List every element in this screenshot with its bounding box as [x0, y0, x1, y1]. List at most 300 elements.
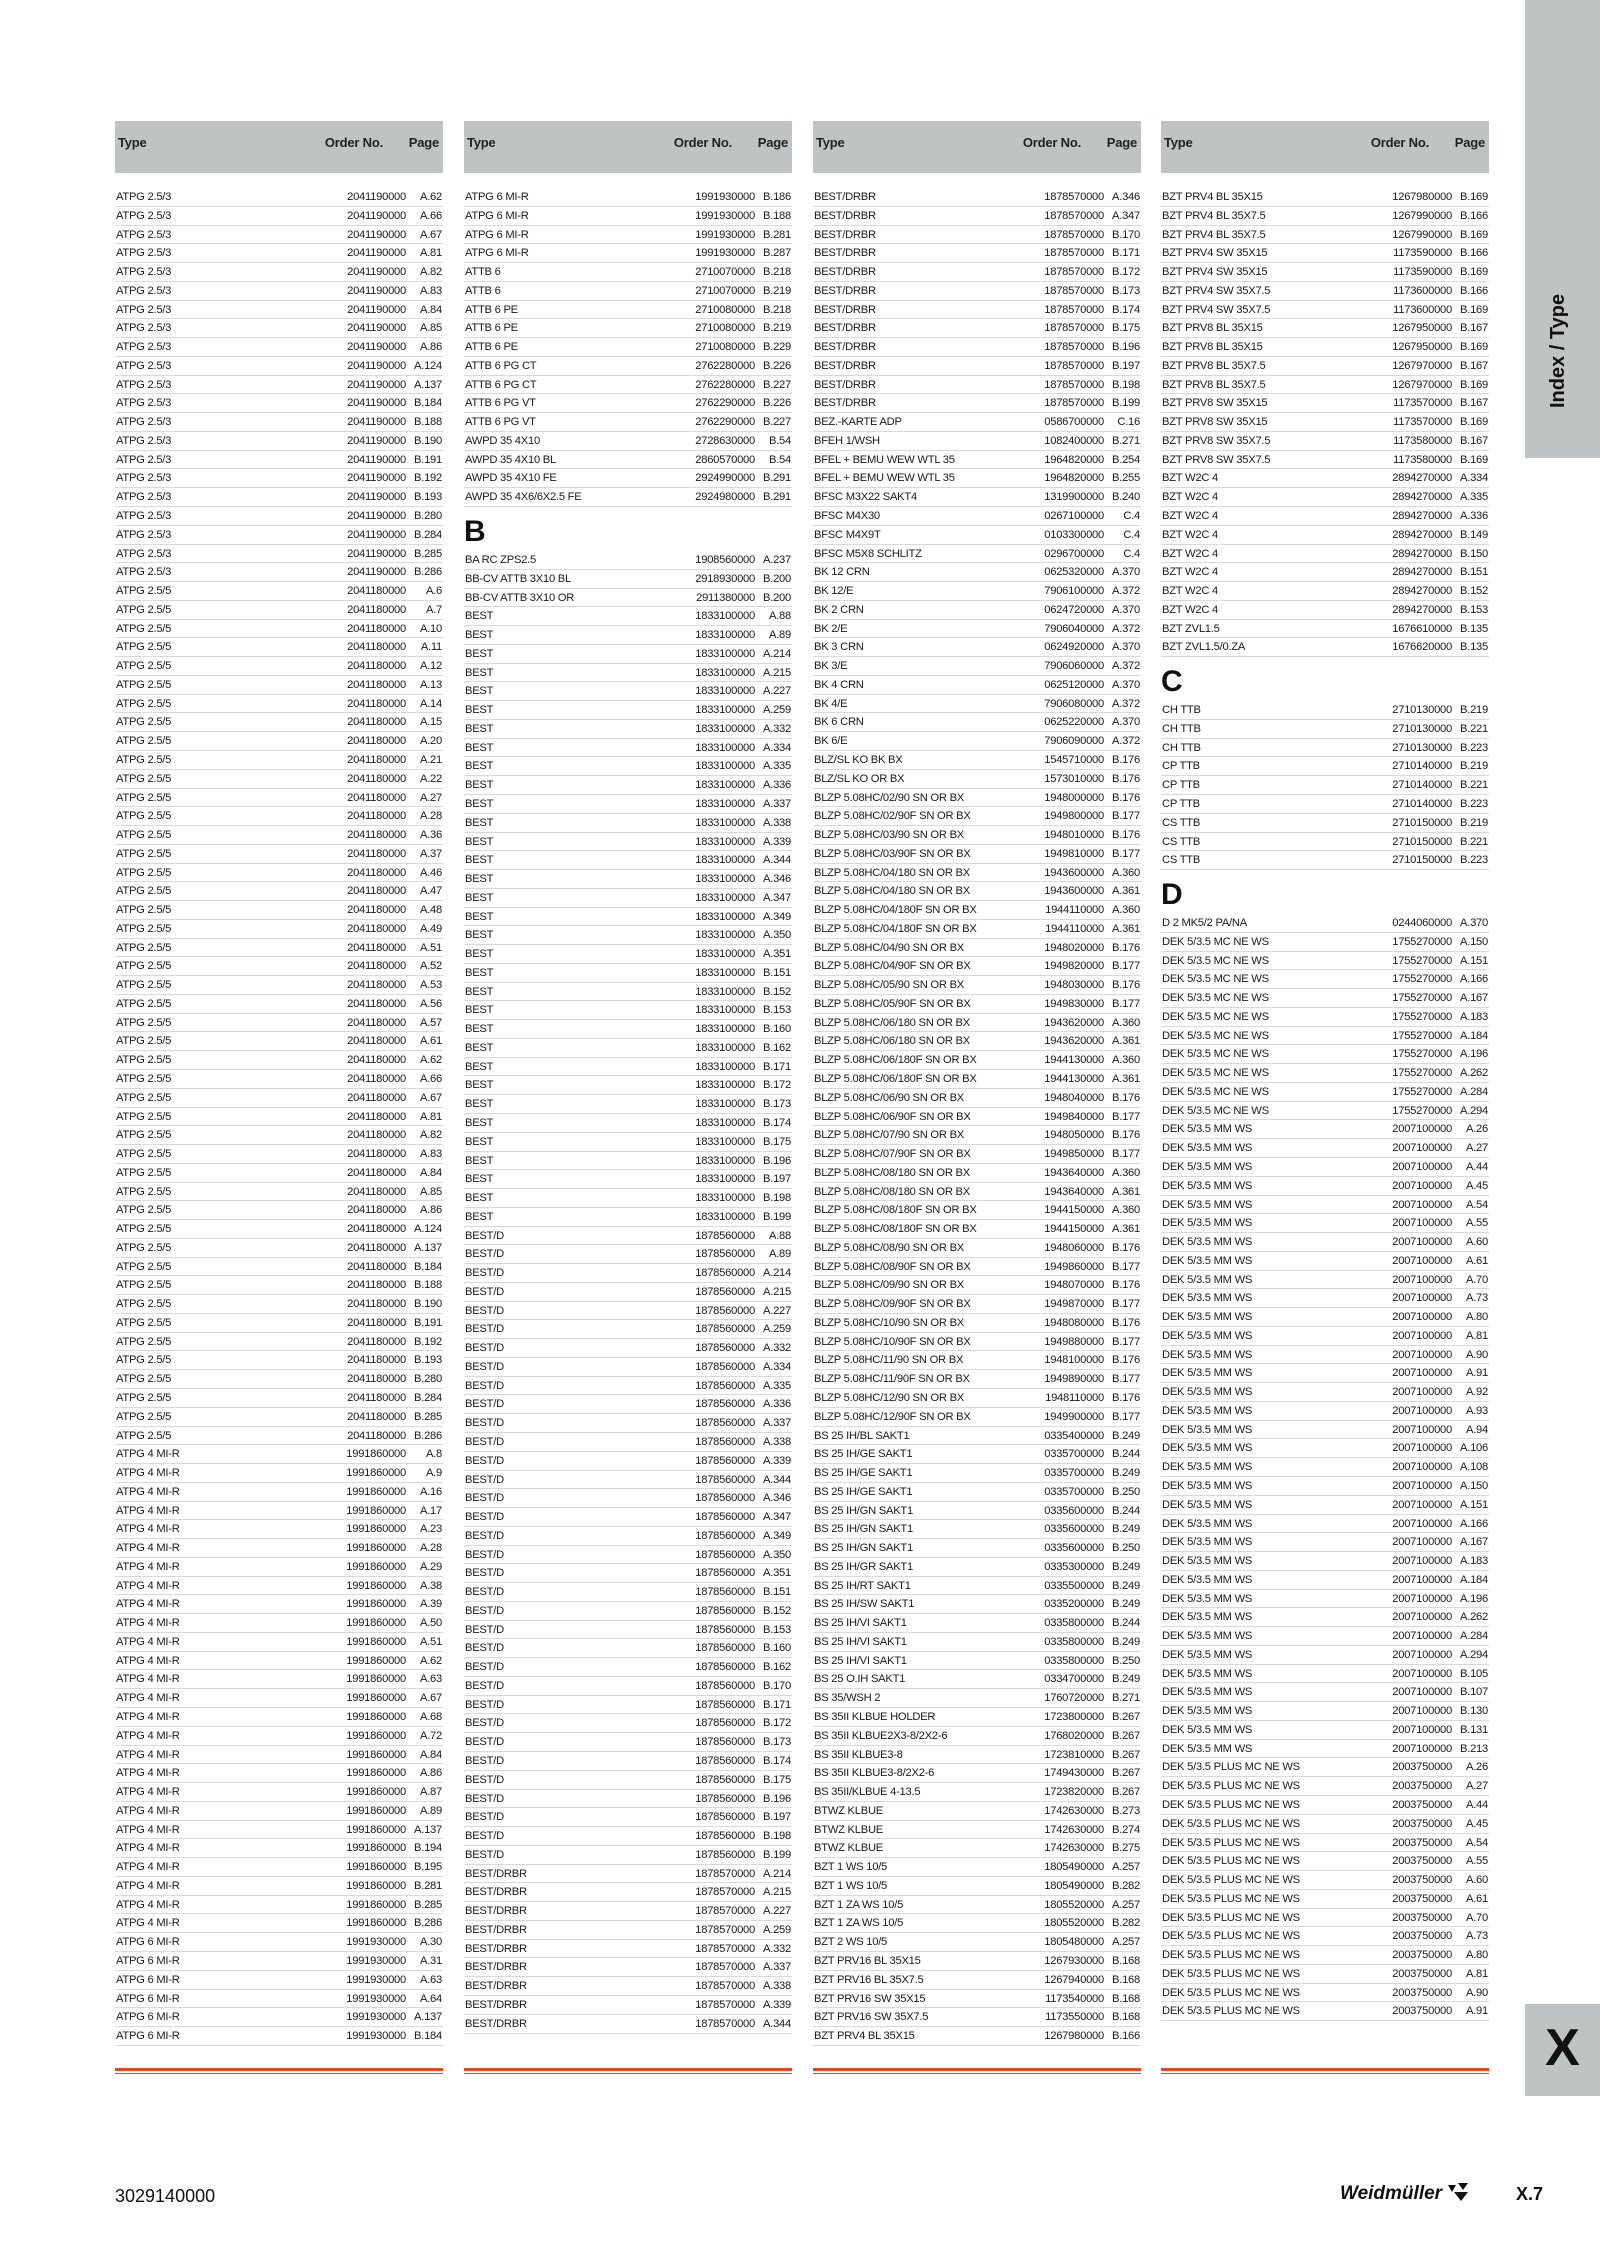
- page-ref-link[interactable]: A.72: [419, 1729, 442, 1742]
- page-ref-link[interactable]: A.338: [763, 816, 791, 829]
- page-ref-link[interactable]: B.151: [763, 1586, 791, 1599]
- page-ref-link[interactable]: B.175: [763, 1773, 791, 1786]
- page-ref-link[interactable]: B.219: [1460, 760, 1488, 773]
- page-ref-link[interactable]: A.227: [763, 685, 791, 698]
- page-ref-link[interactable]: B.191: [414, 1316, 442, 1329]
- page-ref-link[interactable]: B.162: [763, 1661, 791, 1674]
- page-ref-link[interactable]: B.173: [1112, 284, 1140, 297]
- page-ref-link[interactable]: B.196: [763, 1154, 791, 1167]
- page-ref-link[interactable]: A.82: [419, 1129, 442, 1142]
- page-ref-link[interactable]: A.346: [763, 1492, 791, 1505]
- page-ref-link[interactable]: B.171: [763, 1698, 791, 1711]
- page-ref-link[interactable]: B.249: [1112, 1560, 1140, 1573]
- page-ref-link[interactable]: B.184: [414, 397, 442, 410]
- page-ref-link[interactable]: B.221: [1460, 835, 1488, 848]
- page-ref-link[interactable]: A.351: [763, 1567, 791, 1580]
- page-ref-link[interactable]: A.370: [1112, 603, 1140, 616]
- page-ref-link[interactable]: A.214: [763, 1867, 791, 1880]
- page-ref-link[interactable]: A.45: [1465, 1179, 1488, 1192]
- page-ref-link[interactable]: B.174: [763, 1116, 791, 1129]
- page-ref-link[interactable]: B.131: [1460, 1723, 1488, 1736]
- page-ref-link[interactable]: B.284: [414, 1392, 442, 1404]
- page-ref-link[interactable]: A.372: [1112, 735, 1140, 748]
- page-ref-link[interactable]: C.4: [1123, 547, 1140, 560]
- page-ref-link[interactable]: A.370: [1460, 917, 1488, 930]
- page-ref-link[interactable]: A.360: [1112, 904, 1140, 917]
- page-ref-link[interactable]: A.370: [1112, 566, 1140, 579]
- page-ref-link[interactable]: A.167: [1460, 1536, 1488, 1549]
- page-ref-link[interactable]: B.218: [763, 266, 791, 279]
- page-ref-link[interactable]: A.183: [1460, 1010, 1488, 1023]
- page-ref-link[interactable]: B.167: [1460, 359, 1488, 372]
- page-ref-link[interactable]: A.214: [763, 647, 791, 660]
- page-ref-link[interactable]: A.214: [763, 1267, 791, 1280]
- page-ref-link[interactable]: B.169: [1460, 303, 1488, 316]
- page-ref-link[interactable]: B.281: [414, 1879, 442, 1892]
- page-ref-link[interactable]: B.291: [763, 472, 791, 485]
- page-ref-link[interactable]: B.176: [1112, 1316, 1140, 1329]
- page-ref-link[interactable]: B.199: [763, 1848, 791, 1861]
- page-ref-link[interactable]: B.221: [1460, 779, 1488, 792]
- page-ref-link[interactable]: A.339: [763, 1998, 791, 2011]
- page-ref-link[interactable]: A.81: [419, 1110, 442, 1123]
- page-ref-link[interactable]: B.271: [1112, 1692, 1140, 1705]
- page-ref-link[interactable]: A.151: [1460, 954, 1488, 967]
- page-ref-link[interactable]: A.372: [1112, 585, 1140, 598]
- page-ref-link[interactable]: B.177: [1112, 1335, 1140, 1348]
- page-ref-link[interactable]: A.38: [419, 1579, 442, 1592]
- page-ref-link[interactable]: A.26: [1465, 1761, 1488, 1774]
- page-ref-link[interactable]: B.172: [763, 1717, 791, 1730]
- page-ref-link[interactable]: A.51: [419, 941, 442, 954]
- page-ref-link[interactable]: A.67: [419, 1692, 442, 1705]
- page-ref-link[interactable]: A.86: [419, 1767, 442, 1780]
- page-ref-link[interactable]: B.197: [763, 1811, 791, 1824]
- section-x-tab[interactable]: [1525, 2004, 1600, 2096]
- page-ref-link[interactable]: B.177: [1112, 1260, 1140, 1273]
- page-ref-link[interactable]: A.335: [763, 1379, 791, 1392]
- page-ref-link[interactable]: B.188: [414, 1279, 442, 1292]
- page-ref-link[interactable]: A.44: [1465, 1160, 1488, 1173]
- page-ref-link[interactable]: B.249: [1112, 1429, 1140, 1442]
- page-ref-link[interactable]: B.197: [1112, 359, 1140, 372]
- page-ref-link[interactable]: B.197: [763, 1173, 791, 1186]
- page-ref-link[interactable]: B.173: [763, 1098, 791, 1111]
- page-ref-link[interactable]: B.285: [414, 1898, 442, 1911]
- page-ref-link[interactable]: A.284: [1460, 1630, 1488, 1643]
- page-ref-link[interactable]: A.26: [1465, 1123, 1488, 1136]
- page-ref-link[interactable]: A.332: [763, 722, 791, 735]
- page-ref-link[interactable]: A.67: [419, 228, 442, 241]
- page-ref-link[interactable]: B.169: [1460, 453, 1488, 466]
- page-ref-link[interactable]: A.28: [419, 810, 442, 823]
- page-ref-link[interactable]: B.226: [763, 397, 791, 410]
- page-ref-link[interactable]: A.237: [763, 554, 791, 567]
- page-ref-link[interactable]: A.81: [419, 247, 442, 260]
- page-ref-link[interactable]: B.184: [414, 1260, 442, 1273]
- page-ref-link[interactable]: B.151: [1460, 566, 1488, 579]
- page-ref-link[interactable]: B.152: [763, 985, 791, 998]
- page-ref-link[interactable]: B.196: [1112, 341, 1140, 354]
- page-ref-link[interactable]: B.169: [1460, 341, 1488, 354]
- page-ref-link[interactable]: B.284: [414, 528, 442, 541]
- page-ref-link[interactable]: B.176: [1112, 772, 1140, 785]
- page-ref-link[interactable]: A.336: [1460, 510, 1488, 523]
- page-ref-link[interactable]: A.137: [414, 2011, 442, 2024]
- page-ref-link[interactable]: A.80: [1465, 1311, 1488, 1324]
- page-ref-link[interactable]: B.190: [414, 1298, 442, 1311]
- page-ref-link[interactable]: B.177: [1112, 1110, 1140, 1123]
- page-ref-link[interactable]: B.176: [1112, 1241, 1140, 1254]
- page-ref-link[interactable]: B.167: [1460, 434, 1488, 447]
- page-ref-link[interactable]: B.176: [1112, 829, 1140, 842]
- page-ref-link[interactable]: B.176: [1112, 979, 1140, 992]
- page-ref-link[interactable]: A.54: [1465, 1836, 1488, 1849]
- page-ref-link[interactable]: A.294: [1460, 1104, 1488, 1117]
- page-ref-link[interactable]: B.227: [763, 416, 791, 429]
- page-ref-link[interactable]: B.281: [763, 228, 791, 241]
- page-ref-link[interactable]: A.336: [763, 779, 791, 792]
- page-ref-link[interactable]: A.90: [1465, 1348, 1488, 1361]
- page-ref-link[interactable]: A.332: [763, 1342, 791, 1355]
- page-ref-link[interactable]: A.23: [419, 1523, 442, 1536]
- page-ref-link[interactable]: A.70: [1465, 1273, 1488, 1286]
- page-ref-link[interactable]: B.152: [1460, 585, 1488, 598]
- page-ref-link[interactable]: B.169: [1460, 378, 1488, 391]
- page-ref-link[interactable]: A.344: [763, 854, 791, 867]
- page-ref-link[interactable]: A.21: [419, 753, 442, 766]
- page-ref-link[interactable]: A.80: [1465, 1949, 1488, 1962]
- page-ref-link[interactable]: A.49: [419, 922, 442, 935]
- page-ref-link[interactable]: A.227: [763, 1905, 791, 1918]
- page-ref-link[interactable]: B.177: [1112, 1373, 1140, 1386]
- page-ref-link[interactable]: B.54: [768, 453, 791, 466]
- page-ref-link[interactable]: A.124: [414, 359, 442, 372]
- page-ref-link[interactable]: A.70: [1465, 1911, 1488, 1924]
- page-ref-link[interactable]: B.166: [1460, 247, 1488, 260]
- page-ref-link[interactable]: B.152: [763, 1604, 791, 1617]
- page-ref-link[interactable]: A.332: [763, 1942, 791, 1955]
- page-ref-link[interactable]: A.84: [419, 1166, 442, 1179]
- page-ref-link[interactable]: B.286: [414, 1429, 442, 1442]
- page-ref-link[interactable]: A.84: [419, 303, 442, 316]
- page-ref-link[interactable]: A.334: [1460, 472, 1488, 485]
- page-ref-link[interactable]: B.176: [1112, 1279, 1140, 1292]
- page-ref-link[interactable]: B.282: [1112, 1879, 1140, 1892]
- page-ref-link[interactable]: B.287: [763, 247, 791, 260]
- page-ref-link[interactable]: B.291: [763, 491, 791, 504]
- page-ref-link[interactable]: A.86: [419, 1204, 442, 1217]
- page-ref-link[interactable]: B.153: [1460, 603, 1488, 616]
- page-ref-link[interactable]: B.171: [1112, 247, 1140, 260]
- page-ref-link[interactable]: A.372: [1112, 697, 1140, 710]
- page-ref-link[interactable]: A.347: [763, 1511, 791, 1524]
- page-ref-link[interactable]: A.57: [419, 1016, 442, 1029]
- page-ref-link[interactable]: B.177: [1112, 1298, 1140, 1311]
- page-ref-link[interactable]: B.151: [763, 966, 791, 979]
- page-ref-link[interactable]: A.347: [763, 891, 791, 904]
- page-ref-link[interactable]: B.282: [1112, 1917, 1140, 1930]
- page-ref-link[interactable]: B.267: [1112, 1748, 1140, 1761]
- page-ref-link[interactable]: A.151: [1460, 1498, 1488, 1511]
- page-ref-link[interactable]: B.149: [1460, 528, 1488, 541]
- page-ref-link[interactable]: A.215: [763, 666, 791, 679]
- page-ref-link[interactable]: B.219: [763, 322, 791, 335]
- page-ref-link[interactable]: B.286: [414, 1917, 442, 1930]
- page-ref-link[interactable]: B.173: [763, 1736, 791, 1749]
- page-ref-link[interactable]: A.61: [1465, 1892, 1488, 1905]
- page-ref-link[interactable]: A.82: [419, 266, 442, 279]
- page-ref-link[interactable]: B.199: [1112, 397, 1140, 410]
- page-ref-link[interactable]: A.167: [1460, 992, 1488, 1005]
- page-ref-link[interactable]: B.219: [1460, 704, 1488, 717]
- page-ref-link[interactable]: B.184: [414, 2030, 442, 2043]
- page-ref-link[interactable]: A.360: [1112, 1016, 1140, 1029]
- page-ref-link[interactable]: A.55: [1465, 1217, 1488, 1230]
- page-ref-link[interactable]: A.63: [419, 1673, 442, 1686]
- page-ref-link[interactable]: A.44: [1465, 1799, 1488, 1812]
- page-ref-link[interactable]: A.50: [419, 1617, 442, 1630]
- page-ref-link[interactable]: B.174: [763, 1755, 791, 1768]
- page-ref-link[interactable]: B.275: [1112, 1842, 1140, 1855]
- page-ref-link[interactable]: A.346: [1112, 191, 1140, 203]
- page-ref-link[interactable]: A.12: [419, 660, 442, 673]
- page-ref-link[interactable]: A.31: [419, 1954, 442, 1967]
- page-ref-link[interactable]: A.150: [1460, 1480, 1488, 1492]
- page-ref-link[interactable]: B.191: [414, 453, 442, 466]
- page-ref-link[interactable]: B.170: [763, 1679, 791, 1692]
- page-ref-link[interactable]: B.177: [1112, 960, 1140, 973]
- page-ref-link[interactable]: A.262: [1460, 1611, 1488, 1624]
- page-ref-link[interactable]: A.262: [1460, 1067, 1488, 1080]
- page-ref-link[interactable]: A.360: [1112, 1166, 1140, 1179]
- page-ref-link[interactable]: B.193: [414, 1354, 442, 1367]
- page-ref-link[interactable]: A.89: [419, 1804, 442, 1817]
- page-ref-link[interactable]: B.153: [763, 1004, 791, 1017]
- page-ref-link[interactable]: B.160: [763, 1023, 791, 1036]
- page-ref-link[interactable]: A.27: [1465, 1142, 1488, 1155]
- page-ref-link[interactable]: A.92: [1465, 1386, 1488, 1399]
- page-ref-link[interactable]: A.37: [419, 847, 442, 860]
- page-ref-link[interactable]: B.227: [763, 378, 791, 391]
- page-ref-link[interactable]: B.177: [1112, 1410, 1140, 1423]
- page-ref-link[interactable]: A.106: [1460, 1442, 1488, 1455]
- page-ref-link[interactable]: A.83: [419, 284, 442, 297]
- page-ref-link[interactable]: B.267: [1112, 1786, 1140, 1799]
- page-ref-link[interactable]: B.176: [1112, 753, 1140, 766]
- page-ref-link[interactable]: B.162: [763, 1041, 791, 1054]
- page-ref-link[interactable]: A.52: [419, 960, 442, 973]
- page-ref-link[interactable]: B.200: [763, 591, 791, 604]
- page-ref-link[interactable]: A.54: [1465, 1198, 1488, 1211]
- page-ref-link[interactable]: B.249: [1112, 1598, 1140, 1611]
- page-ref-link[interactable]: B.267: [1112, 1711, 1140, 1724]
- page-ref-link[interactable]: A.39: [419, 1598, 442, 1611]
- page-ref-link[interactable]: B.172: [1112, 266, 1140, 279]
- page-ref-link[interactable]: B.168: [1112, 1992, 1140, 2005]
- page-ref-link[interactable]: B.196: [763, 1792, 791, 1805]
- page-ref-link[interactable]: A.349: [763, 1529, 791, 1542]
- page-ref-link[interactable]: B.166: [1112, 2030, 1140, 2043]
- page-ref-link[interactable]: B.169: [1460, 416, 1488, 429]
- page-ref-link[interactable]: A.337: [763, 797, 791, 810]
- page-ref-link[interactable]: A.22: [419, 772, 442, 785]
- page-ref-link[interactable]: A.370: [1112, 716, 1140, 729]
- page-ref-link[interactable]: B.274: [1112, 1823, 1140, 1836]
- page-ref-link[interactable]: A.85: [419, 1185, 442, 1198]
- page-ref-link[interactable]: B.177: [1112, 810, 1140, 823]
- page-ref-link[interactable]: A.62: [419, 1654, 442, 1667]
- page-ref-link[interactable]: B.135: [1460, 641, 1488, 654]
- page-ref-link[interactable]: A.62: [419, 1054, 442, 1067]
- page-ref-link[interactable]: A.28: [419, 1542, 442, 1555]
- page-ref-link[interactable]: A.8: [425, 1448, 442, 1461]
- page-ref-link[interactable]: A.334: [763, 741, 791, 754]
- page-ref-link[interactable]: A.81: [1465, 1329, 1488, 1342]
- page-ref-link[interactable]: B.280: [414, 1373, 442, 1386]
- page-ref-link[interactable]: A.66: [419, 209, 442, 222]
- page-ref-link[interactable]: B.199: [763, 1210, 791, 1223]
- page-ref-link[interactable]: A.361: [1112, 1072, 1140, 1085]
- page-ref-link[interactable]: A.337: [763, 1417, 791, 1430]
- page-ref-link[interactable]: B.200: [763, 572, 791, 585]
- page-ref-link[interactable]: B.188: [763, 209, 791, 222]
- page-ref-link[interactable]: B.166: [1460, 209, 1488, 222]
- page-ref-link[interactable]: B.244: [1112, 1448, 1140, 1461]
- page-ref-link[interactable]: A.183: [1460, 1555, 1488, 1568]
- page-ref-link[interactable]: B.176: [1112, 1392, 1140, 1404]
- page-ref-link[interactable]: C.16: [1117, 416, 1140, 429]
- page-ref-link[interactable]: A.68: [419, 1711, 442, 1724]
- page-ref-link[interactable]: B.105: [1460, 1667, 1488, 1680]
- page-ref-link[interactable]: B.177: [1112, 1148, 1140, 1161]
- page-ref-link[interactable]: A.93: [1465, 1404, 1488, 1417]
- page-ref-link[interactable]: A.48: [419, 904, 442, 917]
- page-ref-link[interactable]: A.20: [419, 735, 442, 748]
- page-ref-link[interactable]: B.271: [1112, 434, 1140, 447]
- page-ref-link[interactable]: A.85: [419, 322, 442, 335]
- page-ref-link[interactable]: A.62: [419, 191, 442, 203]
- page-ref-link[interactable]: A.30: [419, 1936, 442, 1949]
- page-ref-link[interactable]: A.336: [763, 1398, 791, 1411]
- page-ref-link[interactable]: B.167: [1460, 322, 1488, 335]
- page-ref-link[interactable]: B.223: [1460, 797, 1488, 810]
- page-ref-link[interactable]: A.56: [419, 997, 442, 1010]
- page-ref-link[interactable]: B.171: [763, 1060, 791, 1073]
- page-ref-link[interactable]: B.176: [1112, 1091, 1140, 1104]
- page-ref-link[interactable]: B.170: [1112, 228, 1140, 241]
- page-ref-link[interactable]: B.172: [763, 1079, 791, 1092]
- page-ref-link[interactable]: B.175: [763, 1135, 791, 1148]
- page-ref-link[interactable]: B.249: [1112, 1579, 1140, 1592]
- page-ref-link[interactable]: A.47: [419, 885, 442, 898]
- page-ref-link[interactable]: B.195: [414, 1861, 442, 1874]
- page-ref-link[interactable]: A.196: [1460, 1592, 1488, 1605]
- page-ref-link[interactable]: A.361: [1112, 1223, 1140, 1236]
- index-type-tab[interactable]: [1525, 0, 1600, 458]
- page-ref-link[interactable]: B.107: [1460, 1686, 1488, 1699]
- page-ref-link[interactable]: A.90: [1465, 1986, 1488, 1999]
- page-ref-link[interactable]: A.6: [425, 585, 442, 598]
- page-ref-link[interactable]: A.344: [763, 1473, 791, 1486]
- page-ref-link[interactable]: B.267: [1112, 1767, 1140, 1780]
- page-ref-link[interactable]: A.55: [1465, 1855, 1488, 1868]
- page-ref-link[interactable]: A.259: [763, 1323, 791, 1336]
- page-ref-link[interactable]: B.192: [414, 472, 442, 485]
- page-ref-link[interactable]: A.53: [419, 979, 442, 992]
- page-ref-link[interactable]: B.250: [1112, 1485, 1140, 1498]
- page-ref-link[interactable]: B.198: [763, 1830, 791, 1843]
- page-ref-link[interactable]: A.15: [419, 716, 442, 729]
- page-ref-link[interactable]: A.137: [414, 378, 442, 391]
- page-ref-link[interactable]: A.89: [768, 1248, 791, 1261]
- page-ref-link[interactable]: A.124: [414, 1223, 442, 1236]
- page-ref-link[interactable]: A.66: [419, 1072, 442, 1085]
- page-ref-link[interactable]: A.60: [1465, 1236, 1488, 1249]
- page-ref-link[interactable]: B.218: [763, 303, 791, 316]
- page-ref-link[interactable]: B.244: [1112, 1504, 1140, 1517]
- page-ref-link[interactable]: A.137: [414, 1241, 442, 1254]
- page-ref-link[interactable]: B.160: [763, 1642, 791, 1655]
- page-ref-link[interactable]: B.193: [414, 491, 442, 504]
- page-ref-link[interactable]: B.223: [1460, 741, 1488, 754]
- page-ref-link[interactable]: A.36: [419, 829, 442, 842]
- page-ref-link[interactable]: A.294: [1460, 1648, 1488, 1661]
- page-ref-link[interactable]: B.223: [1460, 854, 1488, 867]
- page-ref-link[interactable]: A.27: [1465, 1780, 1488, 1793]
- page-ref-link[interactable]: B.135: [1460, 622, 1488, 635]
- page-ref-link[interactable]: A.184: [1460, 1573, 1488, 1586]
- page-ref-link[interactable]: A.64: [419, 1992, 442, 2005]
- page-ref-link[interactable]: B.176: [1112, 1354, 1140, 1367]
- page-ref-link[interactable]: A.347: [1112, 209, 1140, 222]
- page-ref-link[interactable]: A.27: [419, 791, 442, 804]
- page-ref-link[interactable]: B.219: [1460, 816, 1488, 829]
- page-ref-link[interactable]: A.372: [1112, 622, 1140, 635]
- page-ref-link[interactable]: A.339: [763, 835, 791, 848]
- page-ref-link[interactable]: B.249: [1112, 1673, 1140, 1686]
- page-ref-link[interactable]: B.249: [1112, 1635, 1140, 1648]
- page-ref-link[interactable]: A.94: [1465, 1423, 1488, 1436]
- page-ref-link[interactable]: A.16: [419, 1485, 442, 1498]
- page-ref-link[interactable]: A.370: [1112, 678, 1140, 691]
- page-ref-link[interactable]: B.176: [1112, 941, 1140, 954]
- page-ref-link[interactable]: A.10: [419, 622, 442, 635]
- page-ref-link[interactable]: A.73: [1465, 1930, 1488, 1943]
- page-ref-link[interactable]: A.17: [419, 1504, 442, 1517]
- page-ref-link[interactable]: A.9: [425, 1467, 442, 1480]
- page-ref-link[interactable]: A.166: [1460, 973, 1488, 986]
- page-ref-link[interactable]: A.51: [419, 1635, 442, 1648]
- page-ref-link[interactable]: B.177: [1112, 997, 1140, 1010]
- page-ref-link[interactable]: A.87: [419, 1786, 442, 1799]
- page-ref-link[interactable]: A.334: [763, 1360, 791, 1373]
- page-ref-link[interactable]: B.286: [414, 566, 442, 579]
- page-ref-link[interactable]: A.29: [419, 1560, 442, 1573]
- page-ref-link[interactable]: A.14: [419, 697, 442, 710]
- page-ref-link[interactable]: B.221: [1460, 722, 1488, 735]
- page-ref-link[interactable]: A.284: [1460, 1085, 1488, 1098]
- page-ref-link[interactable]: B.166: [1460, 284, 1488, 297]
- page-ref-link[interactable]: A.257: [1112, 1898, 1140, 1911]
- page-ref-link[interactable]: A.257: [1112, 1936, 1140, 1949]
- page-ref-link[interactable]: A.166: [1460, 1517, 1488, 1530]
- page-ref-link[interactable]: B.280: [414, 510, 442, 523]
- page-ref-link[interactable]: B.226: [763, 359, 791, 372]
- page-ref-link[interactable]: A.344: [763, 2017, 791, 2030]
- page-ref-link[interactable]: A.227: [763, 1304, 791, 1317]
- page-ref-link[interactable]: A.361: [1112, 1035, 1140, 1048]
